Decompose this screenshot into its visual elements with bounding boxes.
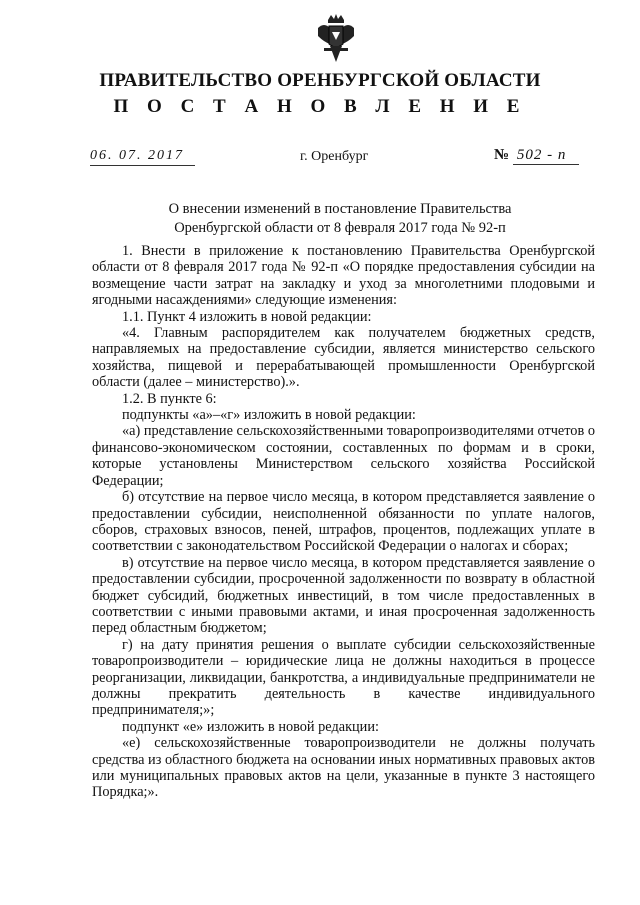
subject-line: Оренбургской области от 8 февраля 2017 года № 92-п — [174, 220, 506, 236]
organization-title: ПРАВИТЕЛЬСТВО ОРЕНБУРГСКОЙ ОБЛАСТИ — [99, 70, 541, 91]
document-number — [494, 147, 579, 165]
paragraph: 1.1. Пункт 4 изложить в новой редакции: — [122, 308, 372, 325]
paragraph: в) отсутствие на первое число месяца, в котором представляется заявление о предоставлении субсидии, просроченной задолженности по возврату в областной бюджет субсидий, бюджетных инвестиций, в том числе предоставленных в соответствии с иными правовыми актами, и иная просроченная задолженность перед областным бюджетом; — [92, 554, 595, 637]
document-city: г. Оренбург — [300, 149, 369, 164]
number-label: № — [494, 147, 510, 163]
paragraph: 1. Внести в приложение к постановлению Правительства Оренбургской области от 8 февраля 2017 года № 92-п «О порядке предоставления субсидии на возмещение части затрат на закладку и уход за многолетними плодовыми и ягодными насаждениями» следующие изменения: — [92, 243, 595, 309]
paragraph: подпункты «а»–«г» изложить в новой редакции: — [122, 407, 416, 424]
paragraph: 1.2. В пункте 6: — [122, 390, 217, 407]
document-date: 06. 07. 2017 — [90, 148, 195, 166]
document-subject — [130, 200, 550, 238]
paragraph: подпункт «е» изложить в новой редакции: — [122, 718, 379, 735]
paragraph: б) отсутствие на первое число месяца, в котором представляется заявление о предоставлении субсидии, неисполненной обязанности по уплате налогов, сборов, страховых взносов, пеней, штрафов, процентов, подлежащих уплате в соответствии с законодательством Российской Федерации о налогах и сборах; — [92, 489, 595, 555]
number-value: 502 - п — [513, 147, 579, 165]
document-body — [92, 243, 595, 801]
paragraph: «а) представление сельскохозяйственными товаропроизводителями отчетов о финансово-экономическом состоянии, составленных по формам и в сроки, которые установлены Министерством сельского хозяйства Российской Федерации; — [92, 423, 595, 489]
orenburg-coat-of-arms-icon — [316, 14, 356, 64]
paragraph: «4. Главным распорядителем как получателем бюджетных средств, направляемых на предоставление субсидии, является министерство сельского хозяйства, пищевой и перерабатывающей промышленности Оренбургской области (далее – министерство).». — [92, 325, 595, 391]
paragraph: «е) сельскохозяйственные товаропроизводители не должны получать средства из областного бюджета на основании иных нормативных правовых актов или муниципальных правовых актов на цели, указанные в пункте 3 настоящего Порядка;». — [92, 735, 595, 801]
paragraph: г) на дату принятия решения о выплате субсидии сельскохозяйственные товаропроизводители – юридические лица не должны находиться в процессе реорганизации, ликвидации, банкротства, а индивидуальные предприниматели не должны прекратить деятельность в качестве индивидуального предпринимателя;»; — [92, 636, 595, 719]
subject-line: О внесении изменений в постановление Правительства — [168, 201, 512, 217]
document-type: П О С Т А Н О В Л Е Н И Е — [113, 96, 527, 117]
